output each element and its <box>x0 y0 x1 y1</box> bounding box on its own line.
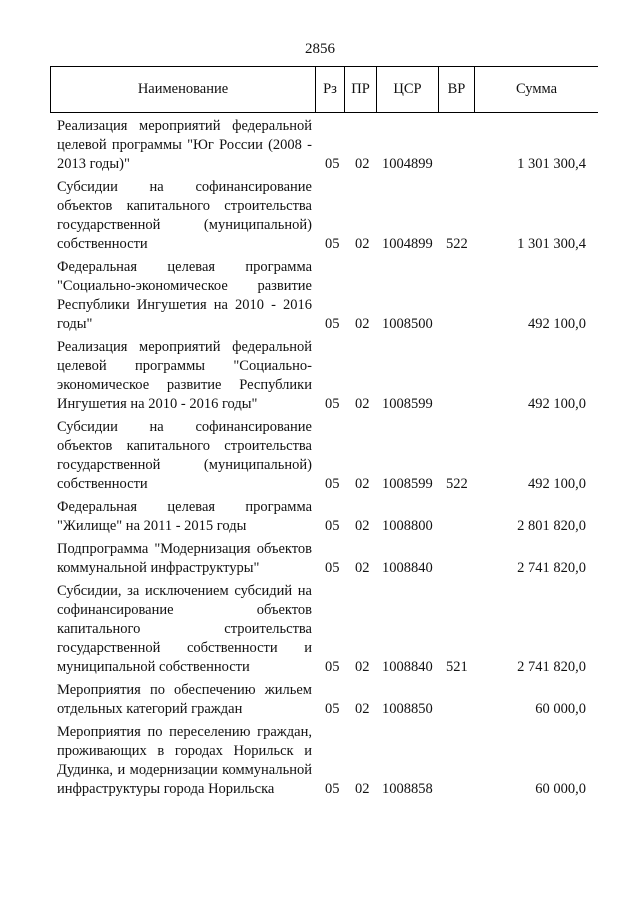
row-csr: 1008858 <box>382 781 433 797</box>
row-csr: 1008800 <box>382 518 433 534</box>
row-name: Федеральная целевая программа "Социально-экономическое развитие Республики Ингушетия на 2010 - 2016 годы" <box>57 259 312 332</box>
row-pr: 02 <box>355 476 370 492</box>
table-row <box>0 540 640 578</box>
row-pr: 02 <box>355 236 370 252</box>
header-name: Наименование <box>51 67 316 112</box>
table-header <box>50 66 598 113</box>
row-sum: 2 741 820,0 <box>517 560 586 576</box>
row-rz: 05 <box>325 659 340 675</box>
row-name: Мероприятия по обеспечению жильем отдельных категорий граждан <box>57 682 312 717</box>
row-rz: 05 <box>325 701 340 717</box>
row-csr: 1008599 <box>382 396 433 412</box>
row-rz: 05 <box>325 236 340 252</box>
row-sum: 1 301 300,4 <box>517 236 586 252</box>
row-pr: 02 <box>355 701 370 717</box>
row-pr: 02 <box>355 396 370 412</box>
row-name: Федеральная целевая программа "Жилище" на 2011 - 2015 годы <box>57 499 312 534</box>
table-row <box>0 117 640 174</box>
row-sum: 492 100,0 <box>528 396 586 412</box>
row-csr: 1004899 <box>382 236 433 252</box>
row-pr: 02 <box>355 316 370 332</box>
row-rz: 05 <box>325 518 340 534</box>
row-sum: 60 000,0 <box>535 781 586 797</box>
table-row <box>0 681 640 719</box>
row-csr: 1008840 <box>382 659 433 675</box>
header-csr: ЦСР <box>377 67 439 112</box>
row-pr: 02 <box>355 156 370 172</box>
row-name: Субсидии, за исключением субсидий на софинансирование объектов капитального строительства государственной собственности и муниципальной собственности <box>57 583 312 675</box>
row-sum: 1 301 300,4 <box>517 156 586 172</box>
row-vr: 521 <box>446 659 468 675</box>
table-row <box>0 178 640 254</box>
row-pr: 02 <box>355 518 370 534</box>
row-name: Реализация мероприятий федеральной целевой программы "Социально-экономическое развитие Республики Ингушетия на 2010 - 2016 годы" <box>57 339 312 412</box>
header-sum: Сумма <box>515 81 558 97</box>
row-pr: 02 <box>355 781 370 797</box>
page-number: 2856 <box>305 41 335 57</box>
row-name: Субсидии на софинансирование объектов капитального строительства государственной (муниципальной) собственности <box>57 419 312 492</box>
row-sum: 2 741 820,0 <box>517 659 586 675</box>
row-pr: 02 <box>355 560 370 576</box>
row-sum: 492 100,0 <box>528 476 586 492</box>
row-sum: 2 801 820,0 <box>517 518 586 534</box>
table-row <box>0 418 640 494</box>
row-sum: 60 000,0 <box>535 701 586 717</box>
row-csr: 1008500 <box>382 316 433 332</box>
row-rz: 05 <box>325 476 340 492</box>
row-rz: 05 <box>325 316 340 332</box>
row-csr: 1004899 <box>382 156 433 172</box>
table-row <box>0 723 640 799</box>
row-csr: 1008599 <box>382 476 433 492</box>
row-csr: 1008840 <box>382 560 433 576</box>
row-name: Реализация мероприятий федеральной целевой программы "Юг России (2008 - 2013 годы)" <box>57 118 312 172</box>
row-name: Подпрограмма "Модернизация объектов коммунальной инфраструктуры" <box>57 541 312 576</box>
table-row <box>0 498 640 536</box>
header-vr: ВР <box>439 67 475 112</box>
row-rz: 05 <box>325 396 340 412</box>
header-rz: Рз <box>316 67 345 112</box>
row-sum: 492 100,0 <box>528 316 586 332</box>
row-rz: 05 <box>325 156 340 172</box>
header-pr: ПР <box>345 67 377 112</box>
table-body <box>0 117 640 803</box>
row-vr: 522 <box>446 236 468 252</box>
row-name: Мероприятия по переселению граждан, проживающих в городах Норильск и Дудинка, и модернизации коммунальной инфраструктуры города Норильска <box>57 724 312 797</box>
table-row <box>0 338 640 414</box>
row-pr: 02 <box>355 659 370 675</box>
table-row <box>0 258 640 334</box>
row-name: Субсидии на софинансирование объектов капитального строительства государственной (муниципальной) собственности <box>57 179 312 252</box>
table-row <box>0 582 640 677</box>
row-rz: 05 <box>325 560 340 576</box>
row-vr: 522 <box>446 476 468 492</box>
row-rz: 05 <box>325 781 340 797</box>
row-csr: 1008850 <box>382 701 433 717</box>
